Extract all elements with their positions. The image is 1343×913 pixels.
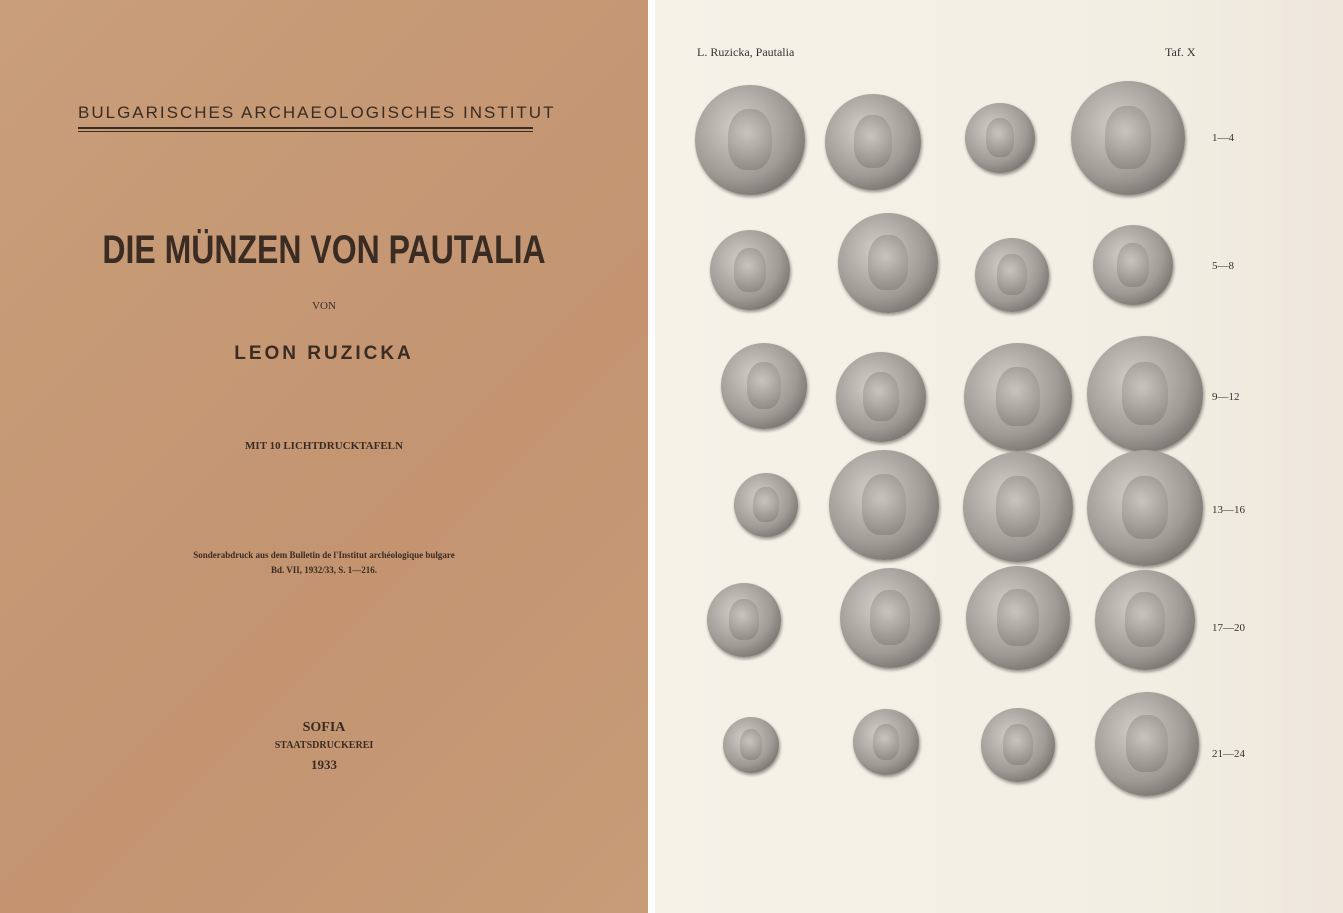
coin-image — [721, 343, 807, 429]
coin-image — [710, 230, 790, 310]
coin-image — [963, 452, 1073, 562]
coin-image — [838, 213, 938, 313]
plate-header-author: L. Ruzicka, Pautalia — [697, 45, 795, 59]
coin-image — [840, 568, 940, 668]
coin-image — [825, 94, 921, 190]
author: LEON RUZICKA — [234, 343, 414, 364]
coin-image — [829, 450, 939, 560]
year: 1933 — [311, 757, 337, 772]
by-label: VON — [312, 300, 336, 312]
row-label: 13—16 — [1212, 504, 1245, 516]
printer: STAATSDRUCKEREI — [274, 740, 374, 751]
institute-name: BULGARISCHES ARCHAEOLOGISCHES INSTITUT — [78, 103, 556, 122]
plates-note: MIT 10 LICHTDRUCKTAFELN — [245, 440, 403, 452]
coin-image — [1071, 81, 1185, 195]
coin-image — [1095, 692, 1199, 796]
divider — [78, 131, 533, 132]
row-label: 5—8 — [1212, 260, 1234, 272]
coin-image — [734, 473, 798, 537]
coin-image — [1087, 336, 1203, 452]
row-label: 21—24 — [1212, 748, 1245, 760]
divider — [78, 127, 533, 129]
coin-image — [1087, 450, 1203, 566]
coin-image — [836, 352, 926, 442]
row-label: 9—12 — [1212, 391, 1240, 403]
row-label: 1—4 — [1212, 132, 1234, 144]
coin-image — [707, 583, 781, 657]
coin-image — [853, 709, 919, 775]
row-label: 17—20 — [1212, 622, 1245, 634]
city: SOFIA — [302, 720, 346, 735]
coin-image — [966, 566, 1070, 670]
coin-image — [1093, 225, 1173, 305]
plate-number: Taf. X — [1165, 45, 1196, 59]
book-cover — [0, 0, 648, 913]
coin-image — [723, 717, 779, 773]
coin-image — [975, 238, 1049, 312]
offprint-note: Sonderabdruck aus dem Bulletin de l'Institut archéologique bulgare — [193, 550, 455, 560]
coin-image — [981, 708, 1055, 782]
coin-image — [1095, 570, 1195, 670]
coin-image — [965, 103, 1035, 173]
book-title: DIE MÜNZEN VON PAUTALIA — [102, 228, 546, 272]
volume-note: Bd. VII, 1932/33, S. 1—216. — [270, 565, 378, 575]
coin-image — [695, 85, 805, 195]
coin-image — [964, 343, 1072, 451]
